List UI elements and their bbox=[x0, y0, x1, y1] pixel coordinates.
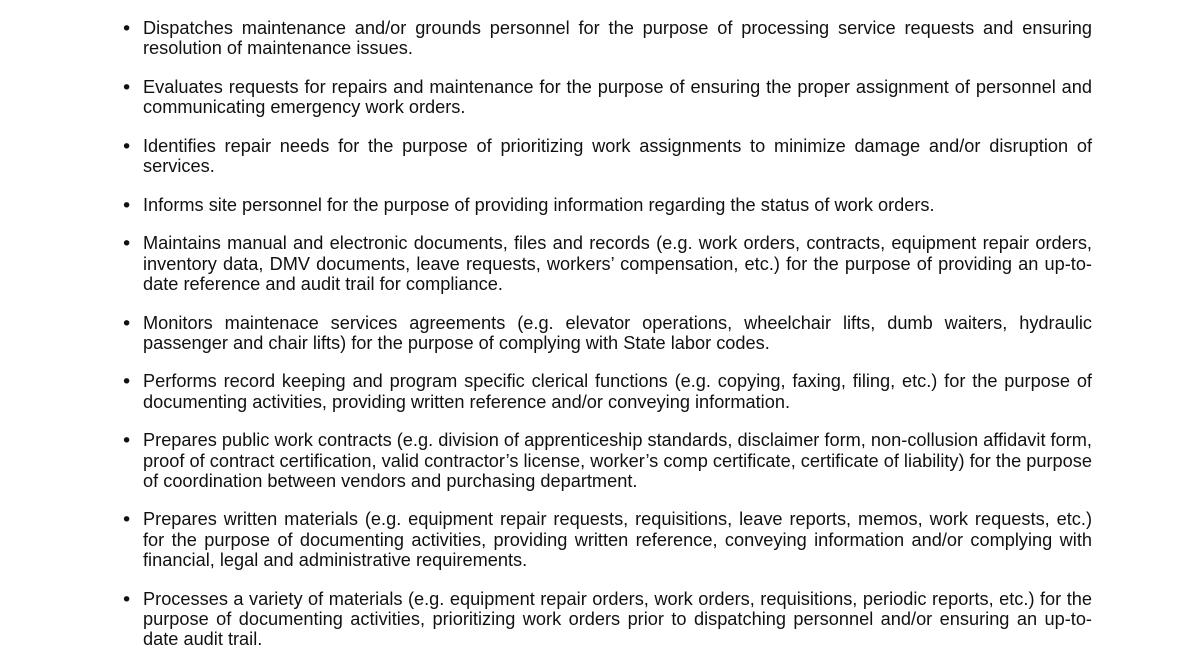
list-item bbox=[0, 371, 1200, 411]
bullet-icon: • bbox=[121, 233, 133, 256]
list-item bbox=[0, 430, 1200, 491]
list-item-text: Evaluates requests for repairs and maintenance for the purpose of ensuring the proper assignment of personnel and communicating emergency work orders. bbox=[143, 76, 1092, 118]
bullet-icon: • bbox=[121, 76, 133, 99]
list-item-text: Processes a variety of materials (e.g. equipment repair orders, work orders, requisitions, periodic reports, etc.) for the purpose of documenting activities, prioritizing work orders prior to dispatching personnel and/or ensuring an up-to-date audit trail. bbox=[143, 588, 1092, 649]
bullet-icon: • bbox=[121, 371, 133, 394]
duties-list bbox=[0, 18, 1200, 668]
list-item bbox=[0, 136, 1200, 176]
list-item-text: Performs record keeping and program specific clerical functions (e.g. copying, faxing, filing, etc.) for the purpose of documenting activities, providing written reference and/or conveying information. bbox=[143, 371, 1092, 412]
bullet-icon: • bbox=[121, 135, 133, 158]
bullet-icon: • bbox=[121, 194, 133, 217]
list-item-text: Identifies repair needs for the purpose of prioritizing work assignments to minimize damage and/or disruption of services. bbox=[143, 135, 1092, 177]
bullet-icon: • bbox=[121, 509, 133, 532]
bullet-icon: • bbox=[121, 312, 133, 335]
list-item-text: Maintains manual and electronic documents, files and records (e.g. work orders, contracts, equipment repair orders, inventory data, DMV documents, leave requests, workers’ compensation, etc.) for the purpose of providing an up-to-date reference and audit trail for compliance. bbox=[143, 233, 1092, 294]
list-item-text: Prepares public work contracts (e.g. division of apprenticeship standards, disclaimer form, non-collusion affidavit form, proof of contract certification, valid contractor’s license, worker’s comp certificate, certificate of liability) for the purpose of coordination between vendors and purchasing department. bbox=[143, 430, 1092, 491]
list-item bbox=[0, 313, 1200, 353]
list-item-text: Informs site personnel for the purpose of providing information regarding the status of work orders. bbox=[143, 194, 935, 215]
list-item bbox=[0, 509, 1200, 570]
list-item bbox=[0, 589, 1200, 650]
list-item bbox=[0, 195, 1200, 215]
list-item bbox=[0, 233, 1200, 294]
list-item bbox=[0, 77, 1200, 117]
list-item-text: Dispatches maintenance and/or grounds personnel for the purpose of processing service requests and ensuring resolution of maintenance issues. bbox=[143, 18, 1092, 59]
bullet-icon: • bbox=[121, 588, 133, 611]
list-item-text: Prepares written materials (e.g. equipment repair requests, requisitions, leave reports, memos, work requests, etc.) for the purpose of documenting activities, providing written reference, conveying information and/or complying with financial, legal and administrative requirements. bbox=[143, 509, 1092, 570]
list-item bbox=[0, 18, 1200, 58]
bullet-icon: • bbox=[121, 430, 133, 453]
list-item-text: Monitors maintenace services agreements (e.g. elevator operations, wheelchair lifts, dumb waiters, hydraulic passenger and chair lifts) for the purpose of complying with State labor codes. bbox=[143, 312, 1092, 353]
bullet-icon: • bbox=[121, 18, 133, 40]
